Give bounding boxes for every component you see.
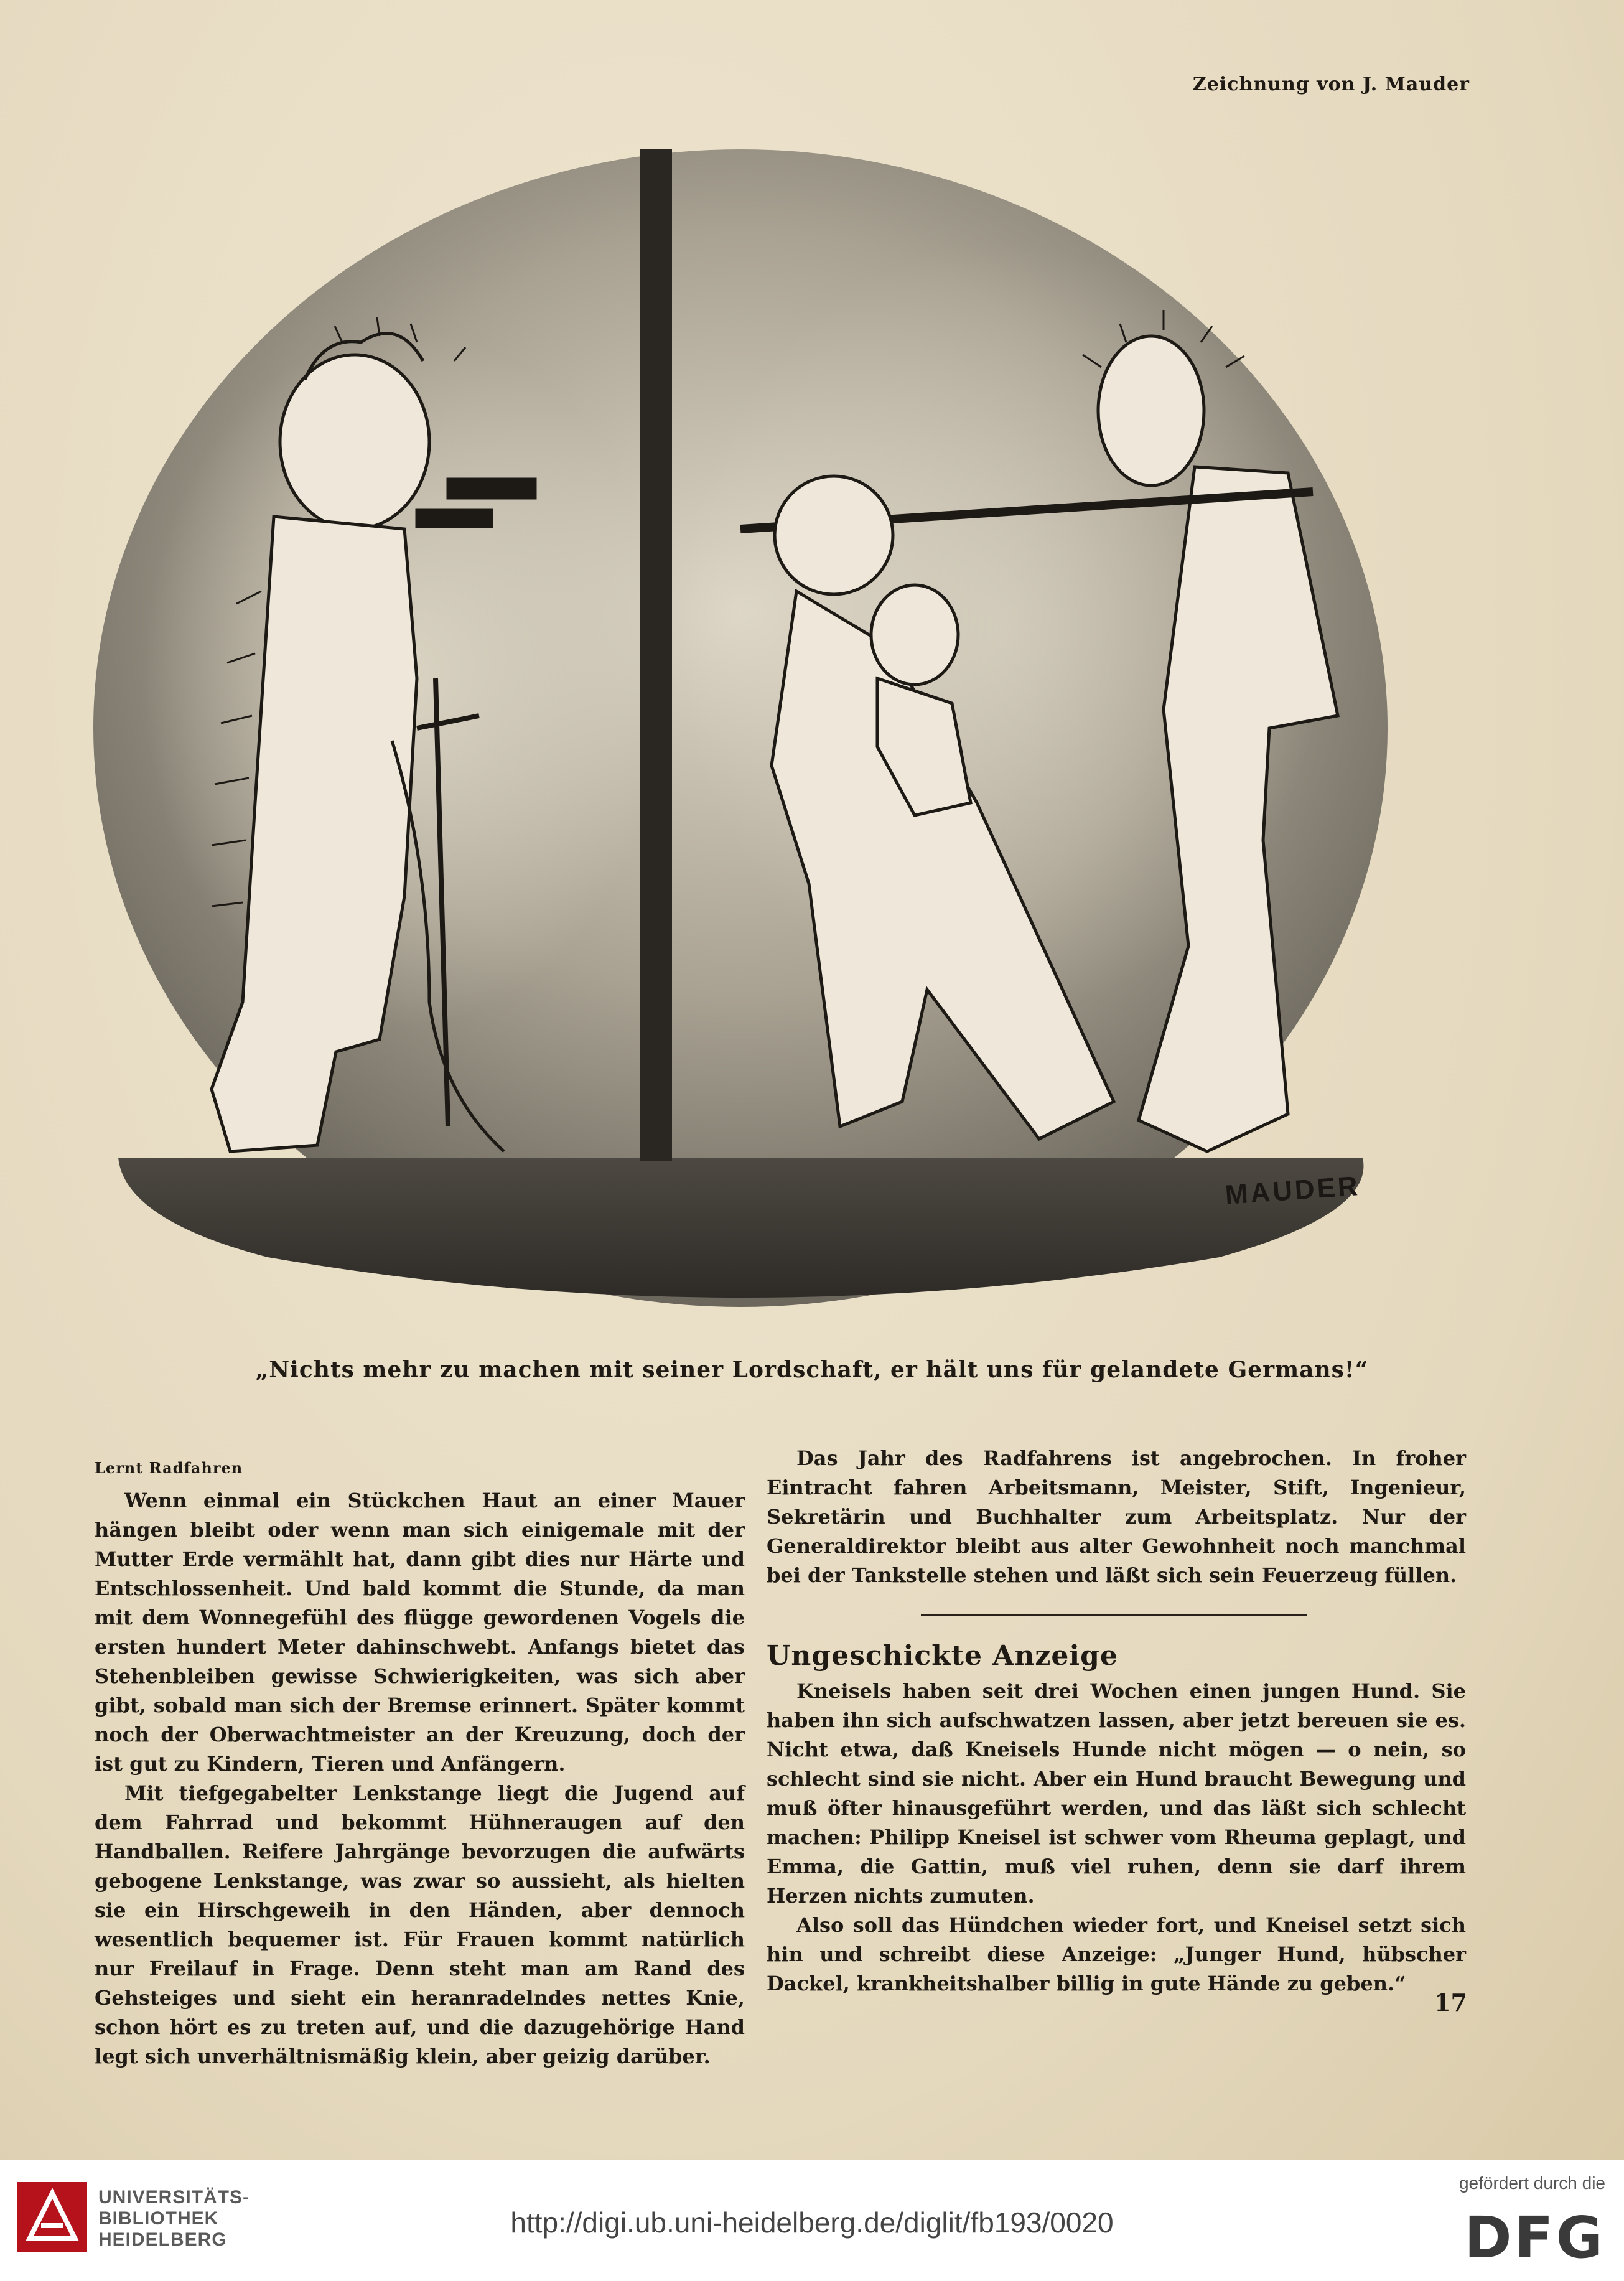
wall-post [640, 149, 672, 1161]
paragraph: Also soll das Hündchen wieder fort, und Kneisel setzt sich hin und schreibt diese Anzeige: „Junger Hund, hübscher Dackel, krankheitshalber billig in gute Hände zu geben.“ [767, 1913, 1466, 1995]
dfg-logo: DFG [1464, 2204, 1605, 2271]
paragraph: Wenn einmal ein Stückchen Haut an einer Mauer hängen bleibt oder wenn man sich einigemale mit der Mutter Erde vermählt hat, dann gibt dies nur Härte und Entschlossenheit. Und bald kommt die Stunde, da man mit dem Wonnegefühl des flügge gewordenen Vogels die ersten hundert Meter dahinschwebt. Anfangs bietet das Stehenbleiben gewisse Schwierigkeiten, was sich aber gibt, sobald man sich der Bremse erinnert. Später kommt noch der Oberwachtmeister an der Kreuzung, doch der ist gut zu Kindern, Tieren und Anfängern. [95, 1489, 745, 1776]
section-title: Lernt Radfahren [95, 1459, 243, 1477]
institution-name: UNIVERSITÄTS- BIBLIOTHEK HEIDELBERG [98, 2187, 250, 2250]
cartoon-illustration [68, 118, 1419, 1326]
intro-paragraph: Das Jahr des Radfahrens ist angebrochen. In froher Eintracht fahren Arbeitsmann, Meister, Stift, Ingenieur, Sekretärin und Buchhalter zum Arbeitsplatz. Nur der Generaldirektor bleibt aus alter Gewohnheit noch manchmal bei der Tankstelle stehen und läßt sich sein Feuerzeug füllen. [767, 1446, 1466, 1587]
illustration-caption: „Nichts mehr zu machen mit seiner Lordschaft, er hält uns für gelandete Germans!“ [255, 1357, 1369, 1383]
funder-label: gefördert durch die [1458, 2173, 1605, 2193]
artist-signature: MAUDER [1224, 1170, 1361, 1211]
article-heading: Ungeschickte Anzeige [767, 1640, 1118, 1672]
permalink-url[interactable]: http://digi.ub.uni-heidelberg.de/diglit/fb193/0020 [510, 2206, 1114, 2239]
page-number: 17 [1434, 1988, 1467, 2016]
floor [118, 1158, 1363, 1298]
viewer-footer [0, 2160, 1624, 2281]
section-divider [921, 1614, 1307, 1616]
article-right-column [767, 1444, 1466, 1998]
article-left-column [95, 1453, 745, 2071]
paragraph: Kneisels haben seit drei Wochen einen jungen Hund. Sie haben ihn sich aufschwatzen lassen, aber jetzt bereuen sie es. Nicht etwa, daß Kneisels Hunde nicht mögen — o nein, so schlecht sind sie nicht. Aber ein Hund braucht Bewegung und muß öfter hinausgeführt werden, und das läßt sich schlecht machen: Philipp Kneisel ist schwer vom Rheuma geplagt, und Emma, die Gattin, muß viel ruhen, denn sie darf ihrem Herzen nichts zumuten. [767, 1679, 1466, 1908]
paragraph: Mit tiefgegabelter Lenkstange liegt die Jugend auf dem Fahrrad und bekommt Hühneraugen auf den Handballen. Reifere Jahrgänge bevorzugen die aufwärts gebogene Lenkstange, was zwar so aussieht, als hielten sie ein Hirschgeweih in den Händen, aber dennoch wesentlich bequemer ist. Für Frauen kommt natürlich nur Freilauf in Frage. Denn steht man am Rand des Gehsteiges und sieht ein heranradelndes nettes Knie, schon hört es zu treten auf, und die dazugehörige Hand legt sich unverhältnismäßig klein, aber geizig darüber. [95, 1781, 745, 2068]
illustration-credit: Zeichnung von J. Mauder [1192, 73, 1470, 95]
